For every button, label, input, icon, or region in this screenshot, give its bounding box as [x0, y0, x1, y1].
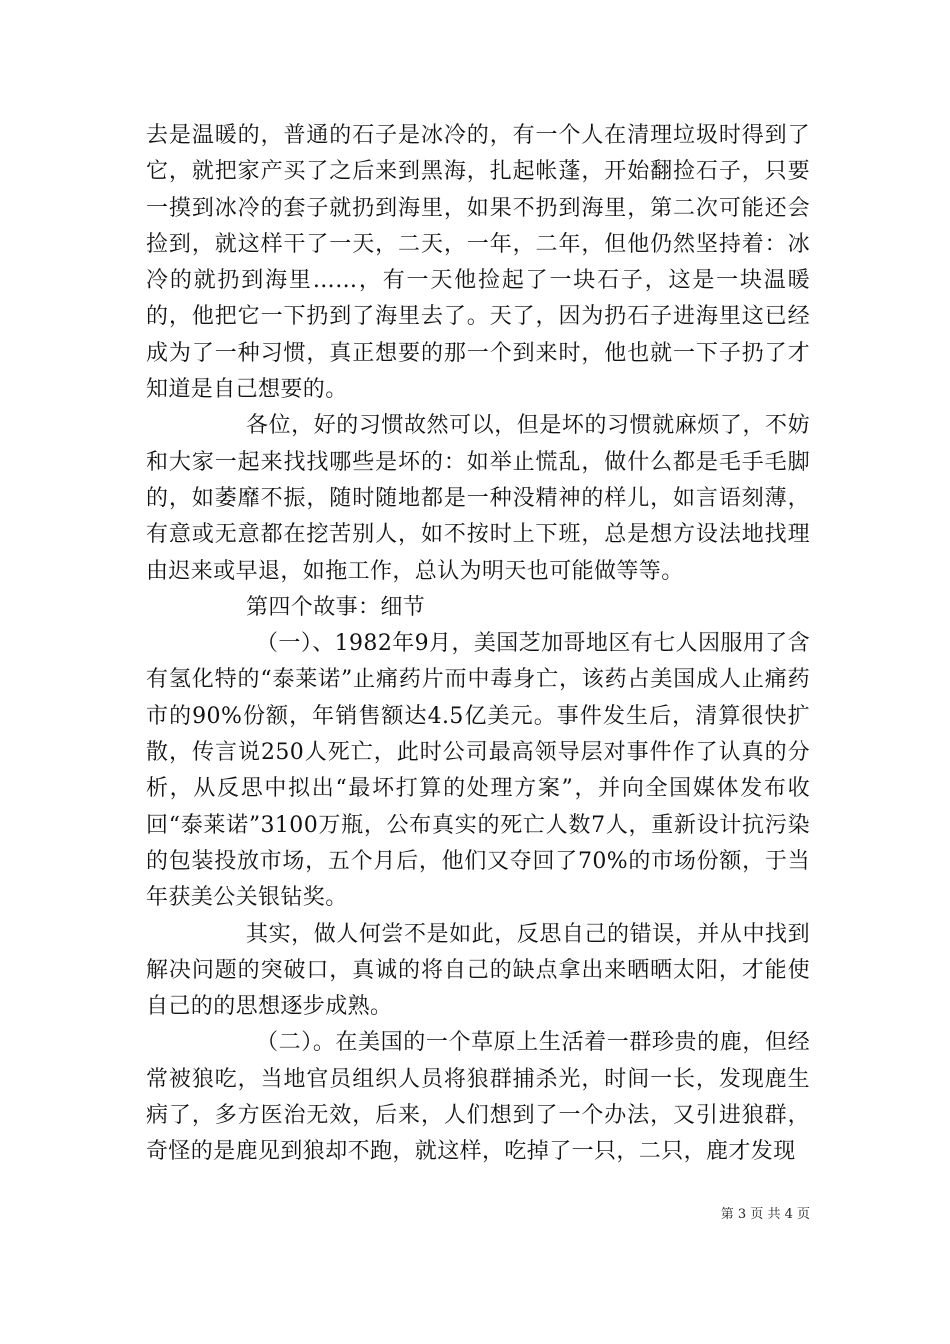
document-body: [146, 118, 810, 1171]
paragraph-deer-story: （二）。在美国的一个草原上生活着一群珍贵的鹿，但经常被狼吃，当地官员组织人员将狼群捕杀光，时间一长，发现鹿生病了，多方医治无效，后来，人们想到了一个办法，又引进狼群，奇怪的是鹿见到狼却不跑，就这样，吃掉了一只，二只，鹿才发现: [146, 1030, 810, 1165]
paragraph-stone-story-ending: 去是温暖的，普通的石子是冰冷的，有一个人在清理垃圾时得到了它，就把家产买了之后来到黑海，扎起帐蓬，开始翻捡石子，只要一摸到冰冷的套子就扔到海里，如果不扔到海里，第二次可能还会捡到，就这样干了一天，二天，一年，二年，但他仍然坚持着：冰冷的就扔到海里……，有一天他捡起了一块石子，这是一块温暖的，他把它一下扔到了海里去了。天了，因为扔石子进海里这已经成为了一种习惯，真正想要的那一个到来时，他也就一下子扔了才知道是自己想要的。: [146, 123, 810, 403]
paragraph-bad-habits: 各位，好的习惯故然可以，但是坏的习惯就麻烦了，不妨和大家一起来找找哪些是坏的：如举止慌乱，做什么都是毛手毛脚的，如萎靡不振，随时随地都是一种没精神的样儿，如言语刻薄，有意或无意都在挖苦别人，如不按时上下班，总是想方设法地找理由迟来或早退，如拖工作，总认为明天也可能做等等。: [146, 413, 810, 584]
section-heading-fourth-story: 第四个故事：细节: [246, 594, 426, 620]
paragraph-reflection: 其实，做人何尝不是如此，反思自己的错误，并从中找到解决问题的突破口，真诚的将自己的缺点拿出来晒晒太阳，才能使自己的的思想逐步成熟。: [146, 921, 810, 1020]
paragraph-tylenol-story: （一）、1982年9月，美国芝加哥地区有七人因服用了含有氢化特的“泰莱诺”止痛药片而中毒身亡，该药占美国成人止痛药市的90%份额，年销售额达4.5亿美元。事件发生后，清算很快扩散，传言说250人死亡，此时公司最高领导层对事件作了认真的分析，从反思中拟出“最坏打算的处理方案”，并向全国媒体发布收回“泰莱诺”3100万瓶，公布真实的死亡人数7人，重新设计抗污染的包装投放市场，五个月后，他们又夺回了70%的市场份额，于当年获美公关银钻奖。: [146, 631, 810, 911]
page-number-footer: 第 3 页 共 4 页: [720, 1207, 810, 1222]
